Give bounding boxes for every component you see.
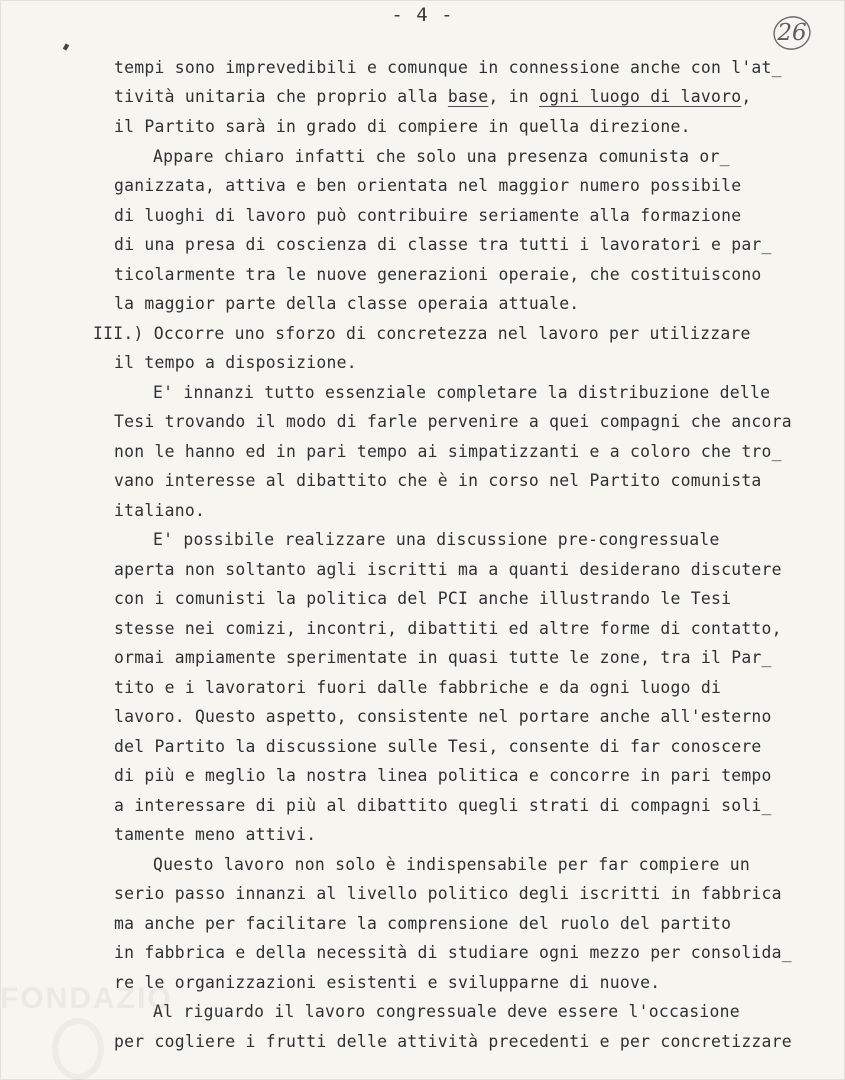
underlined-text: base	[447, 87, 489, 106]
text-fragment: tività unitaria che proprio alla	[114, 87, 448, 106]
watermark-text: FONDAZIO	[0, 982, 173, 1015]
archive-number: 26	[777, 20, 807, 46]
text-line: tempi sono imprevedibili e comunque in connessione anche con l'at_	[114, 58, 782, 77]
text-fragment: ,	[741, 87, 752, 106]
text-line: con i comunisti la politica del PCI anche illustrando le Tesi	[114, 589, 732, 608]
text-line: ormai ampiamente sperimentate in quasi tutte le zone, tra il Par_	[114, 648, 772, 667]
text-line: il tempo a disposizione.	[114, 353, 357, 372]
text-fragment: , in	[488, 87, 539, 106]
text-line: a interessare di più al dibattito quegli strati di compagni soli_	[114, 796, 772, 815]
text-line: E' possibile realizzare una discussione pre-congressuale	[153, 530, 720, 549]
text-line: Appare chiaro infatti che solo una presenza comunista or_	[153, 147, 730, 166]
text-line: non le hanno ed in pari tempo ai simpatizzanti e a coloro che tro_	[114, 442, 782, 461]
archive-number-stamp	[772, 14, 812, 52]
margin-mark	[63, 43, 69, 50]
text-line: III.) Occorre uno sforzo di concretezza nel lavoro per utilizzare	[93, 324, 751, 343]
text-line: Tesi trovando il modo di farle pervenire a quei compagni che ancora	[114, 412, 792, 431]
text-line: vano interesse al dibattito che è in corso nel Partito comunista	[114, 471, 762, 490]
text-line: ganizzata, attiva e ben orientata nel maggior numero possibile	[114, 176, 742, 195]
underlined-text: ogni luogo di lavoro	[538, 87, 742, 106]
text-line: E' innanzi tutto essenziale completare la distribuzione delle	[153, 383, 771, 402]
text-line: di luoghi di lavoro può contribuire seriamente alla formazione	[114, 206, 742, 225]
text-line: serio passo innanzi al livello politico degli iscritti in fabbrica	[114, 884, 782, 903]
text-line: del Partito la discussione sulle Tesi, consente di far conoscere	[114, 737, 762, 756]
text-line: stesse nei comizi, incontri, dibattiti ed altre forme di contatto,	[114, 619, 782, 638]
watermark-logo-icon	[52, 1018, 104, 1080]
text-line: di più e meglio la nostra linea politica e concorre in pari tempo	[114, 766, 772, 785]
text-line: Questo lavoro non solo è indispensabile per far compiere un	[153, 855, 750, 874]
text-line: per cogliere i frutti delle attività precedenti e per concretizzare	[114, 1032, 792, 1051]
text-line: in fabbrica e della necessità di studiare ogni mezzo per consolida_	[114, 943, 792, 962]
page-number: - 4 -	[391, 4, 454, 26]
text-line: aperta non soltanto agli iscritti ma a quanti desiderano discutere	[114, 560, 782, 579]
text-line: ticolarmente tra le nuove generazioni operaie, che costituiscono	[114, 265, 762, 284]
text-line: re le organizzazioni esistenti e svilupparne di nuove.	[114, 973, 661, 992]
text-line: di una presa di coscienza di classe tra tutti i lavoratori e par_	[114, 235, 772, 254]
text-line: lavoro. Questo aspetto, consistente nel portare anche all'esterno	[114, 707, 772, 726]
text-line	[114, 87, 751, 107]
text-line: tito e i lavoratori fuori dalle fabbriche e da ogni luogo di	[114, 678, 722, 697]
text-line: italiano.	[114, 501, 206, 520]
text-line: Al riguardo il lavoro congressuale deve essere l'occasione	[153, 1002, 740, 1021]
text-line: ma anche per facilitare la comprensione del ruolo del partito	[114, 914, 732, 933]
text-line: la maggior parte della classe operaia attuale.	[114, 294, 580, 313]
text-line: il Partito sarà in grado di compiere in quella direzione.	[114, 117, 691, 136]
text-line: tamente meno attivi.	[114, 825, 317, 844]
